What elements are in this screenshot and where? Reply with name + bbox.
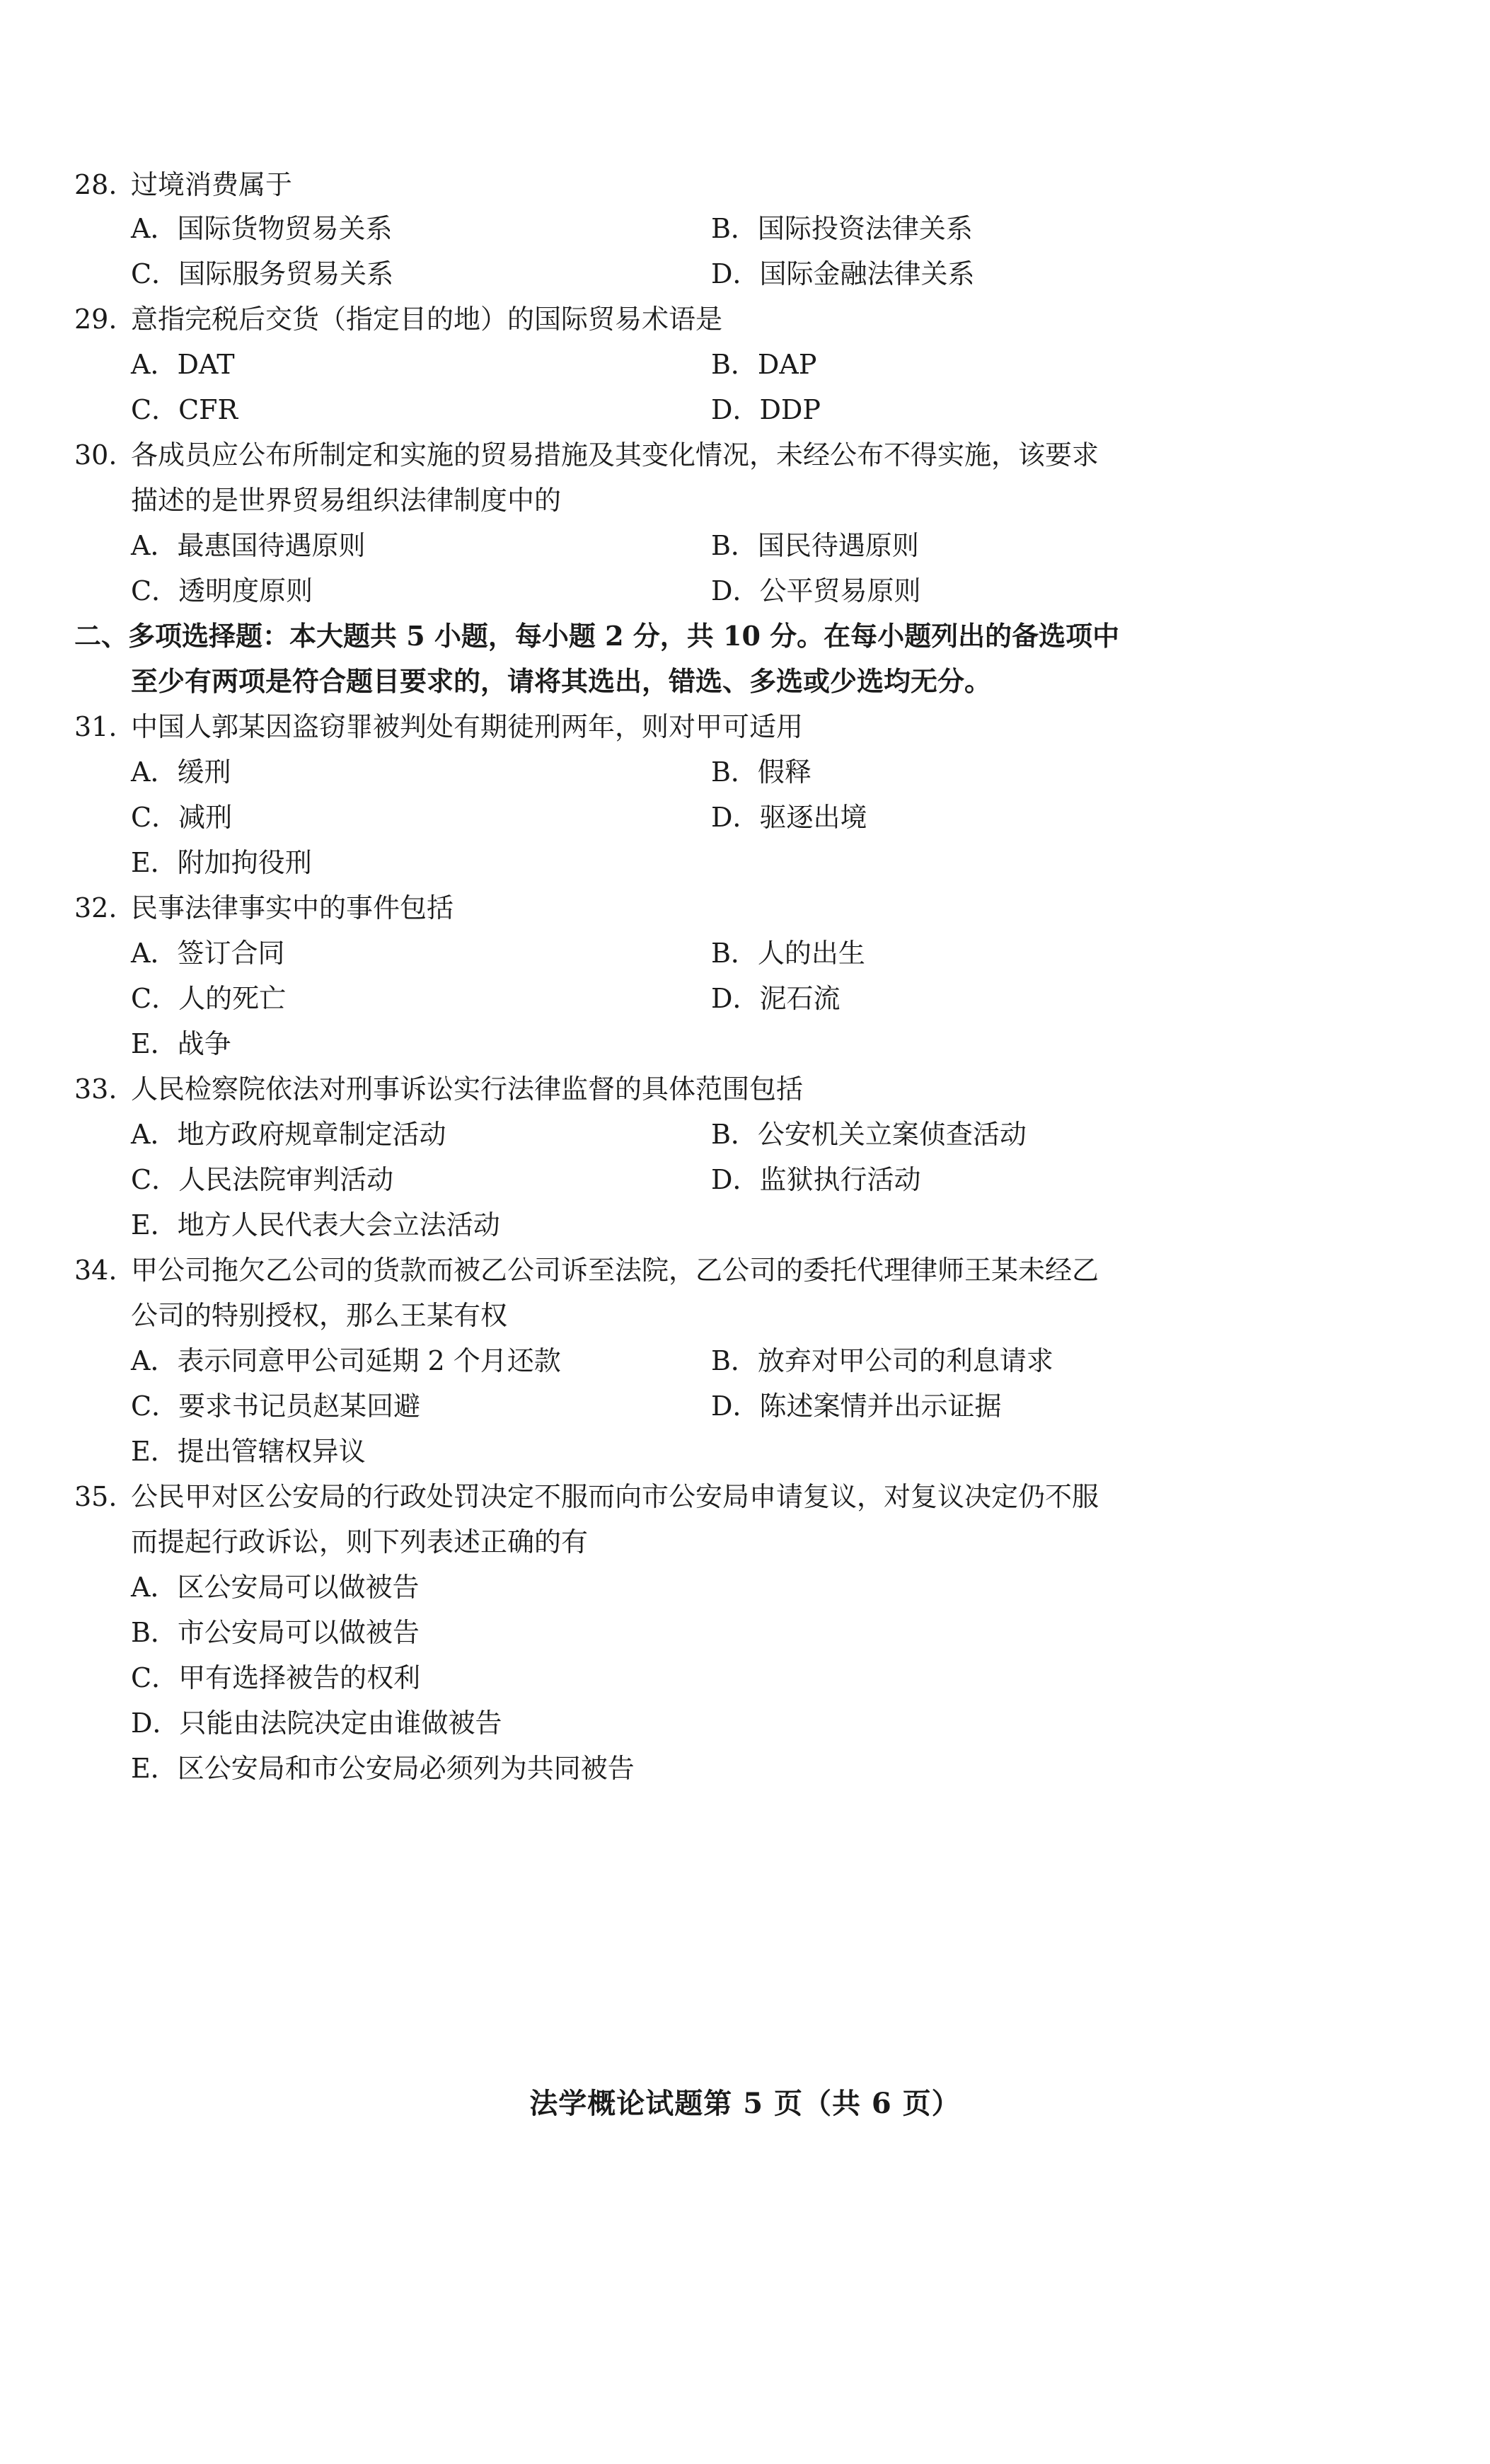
option-d: D．陈述案情并出示证据 xyxy=(711,1391,1002,1422)
question-number: 33. xyxy=(74,1073,117,1105)
option-d: D．公平贸易原则 xyxy=(711,575,921,606)
option-c: C．国际服务贸易关系 xyxy=(131,258,394,289)
option-e: E．战争 xyxy=(131,1028,231,1059)
option-b: B．国民待遇原则 xyxy=(711,530,919,561)
question-stem: 甲公司拖欠乙公司的货款而被乙公司诉至法院，乙公司的委托代理律师王某未经乙 xyxy=(131,1255,1099,1286)
question-stem: 过境消费属于 xyxy=(131,169,293,200)
option-b: B．人的出生 xyxy=(711,938,865,969)
question-number: 34. xyxy=(74,1255,117,1286)
option-c: C．甲有选择被告的权利 xyxy=(131,1662,421,1693)
section-heading-continued: 至少有两项是符合题目要求的，请将其选出，错选、多选或少选均无分。 xyxy=(131,665,992,697)
page-footer-text: 法学概论试题第 5 页（共 6 页） xyxy=(529,2087,961,2120)
option-d: D．驱逐出境 xyxy=(711,802,867,833)
option-d: D．只能由法院决定由谁做被告 xyxy=(131,1708,502,1739)
option-d: D．监狱执行活动 xyxy=(711,1164,921,1195)
option-d: D．泥石流 xyxy=(711,983,841,1014)
option-a: A．国际货物贸易关系 xyxy=(131,213,393,244)
option-c: C．CFR xyxy=(131,394,238,425)
option-b: B．假释 xyxy=(711,756,812,788)
question-number: 28. xyxy=(74,169,117,200)
option-e: E．提出管辖权异议 xyxy=(131,1436,366,1467)
option-c: C．要求书记员赵某回避 xyxy=(131,1391,421,1422)
question-number: 35. xyxy=(74,1481,117,1512)
question-stem: 各成员应公布所制定和实施的贸易措施及其变化情况，未经公布不得实施，该要求 xyxy=(131,439,1099,471)
section-heading: 二、多项选择题：本大题共 5 小题，每小题 2 分，共 10 分。在每小题列出的备选项中 xyxy=(74,620,1120,652)
page-footer xyxy=(0,2085,1490,2123)
option-e: E．区公安局和市公安局必须列为共同被告 xyxy=(131,1753,635,1784)
option-b: B．放弃对甲公司的利息请求 xyxy=(711,1345,1053,1376)
option-a: A．区公安局可以做被告 xyxy=(131,1572,420,1603)
question-stem-continued: 而提起行政诉讼，则下列表述正确的有 xyxy=(131,1526,589,1558)
option-d: D．国际金融法律关系 xyxy=(711,258,975,289)
option-b: B．公安机关立案侦查活动 xyxy=(711,1119,1027,1150)
question-stem: 民事法律事实中的事件包括 xyxy=(131,892,454,923)
option-a: A．DAT xyxy=(131,349,235,380)
option-b: B．DAP xyxy=(711,349,817,380)
question-stem: 中国人郭某因盗窃罪被判处有期徒刑两年，则对甲可适用 xyxy=(131,711,804,742)
question-stem: 意指完税后交货（指定目的地）的国际贸易术语是 xyxy=(131,304,723,335)
question-number: 32. xyxy=(74,892,117,923)
option-b: B．市公安局可以做被告 xyxy=(131,1617,420,1648)
option-a: A．签订合同 xyxy=(131,938,285,969)
option-e: E．地方人民代表大会立法活动 xyxy=(131,1209,500,1240)
question-stem: 公民甲对区公安局的行政处罚决定不服而向市公安局申请复议，对复议决定仍不服 xyxy=(131,1481,1099,1512)
question-stem-continued: 描述的是世界贸易组织法律制度中的 xyxy=(131,485,562,516)
option-a: A．表示同意甲公司延期 2 个月还款 xyxy=(131,1345,561,1376)
question-stem-continued: 公司的特别授权，那么王某有权 xyxy=(131,1300,508,1331)
option-c: C．减刑 xyxy=(131,802,233,833)
option-a: A．地方政府规章制定活动 xyxy=(131,1119,446,1150)
option-c: C．人的死亡 xyxy=(131,983,287,1014)
option-c: C．人民法院审判活动 xyxy=(131,1164,394,1195)
option-d: D．DDP xyxy=(711,394,821,425)
question-number: 30. xyxy=(74,439,117,471)
question-number: 31. xyxy=(74,711,117,742)
question-stem: 人民检察院依法对刑事诉讼实行法律监督的具体范围包括 xyxy=(131,1073,804,1105)
question-number: 29. xyxy=(74,304,117,335)
option-c: C．透明度原则 xyxy=(131,575,313,606)
option-b: B．国际投资法律关系 xyxy=(711,213,973,244)
option-a: A．最惠国待遇原则 xyxy=(131,530,366,561)
option-e: E．附加拘役刑 xyxy=(131,847,312,878)
option-a: A．缓刑 xyxy=(131,756,231,788)
